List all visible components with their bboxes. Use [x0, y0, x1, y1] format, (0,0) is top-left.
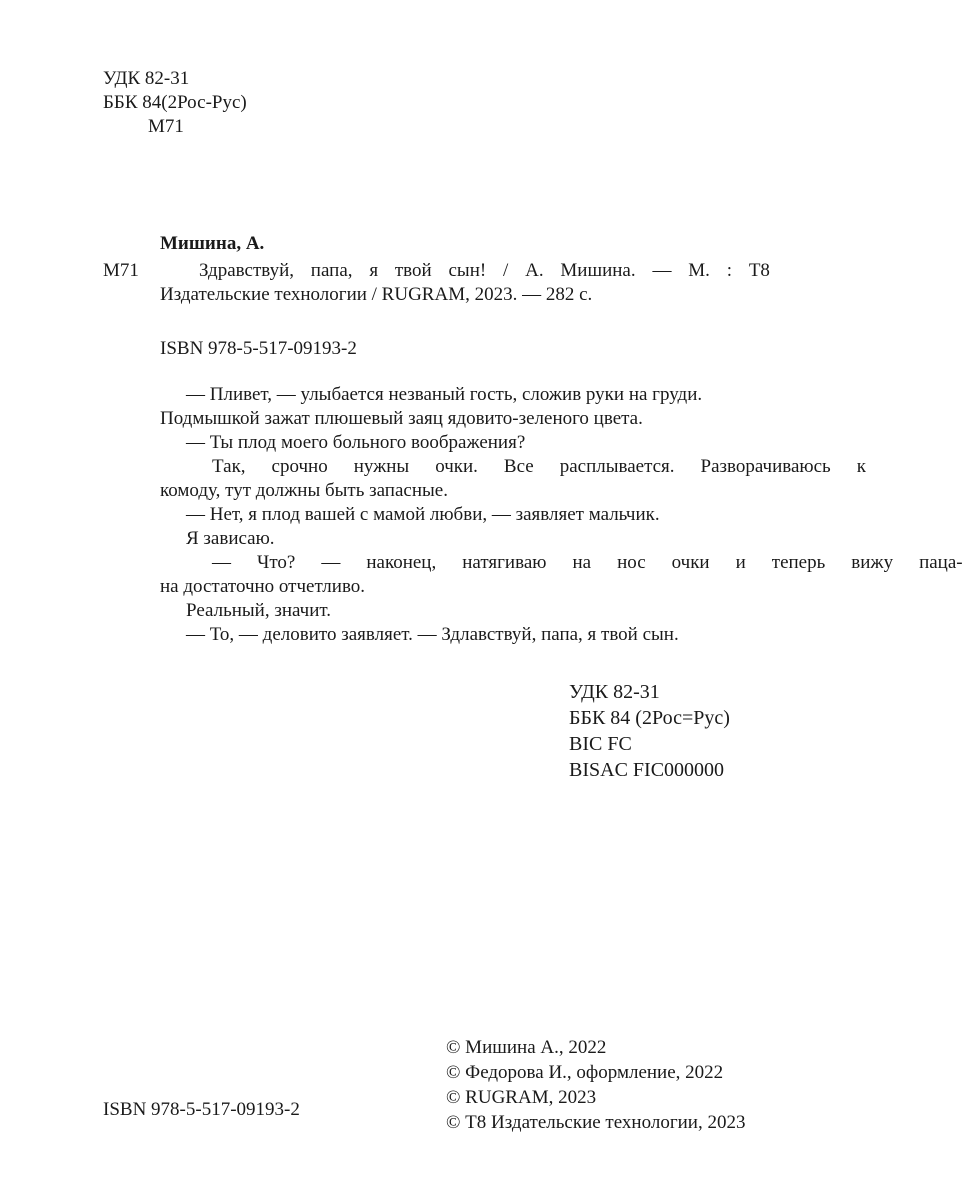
word: А. — [525, 260, 544, 281]
annotation-line — [160, 551, 963, 575]
word: на — [572, 552, 592, 573]
word: папа, — [310, 260, 353, 281]
word: к — [856, 456, 866, 477]
word: срочно — [271, 456, 328, 477]
word: Что? — [257, 552, 296, 573]
word: натягиваю — [462, 552, 547, 573]
word: паца- — [919, 552, 963, 573]
word: М. — [688, 260, 710, 281]
word: нос — [617, 552, 646, 573]
bbk-code: ББК 84(2Рос-Рус) — [103, 92, 247, 113]
word: Так, — [212, 456, 246, 477]
word: / — [503, 260, 509, 281]
word: Т8 — [748, 260, 770, 281]
word: теперь — [771, 552, 826, 573]
copyright-line: © RUGRAM, 2023 — [446, 1087, 597, 1108]
word: Мишина. — [560, 260, 636, 281]
word: — — [652, 260, 672, 281]
word: наконец, — [366, 552, 437, 573]
record-title-line-2: Издательские технологии / RUGRAM, 2023. — 282 с. — [160, 284, 593, 305]
annotation-line: Я зависаю. — [186, 528, 275, 549]
record-author-mark: М71 — [103, 260, 139, 281]
word: я — [369, 260, 379, 281]
copyright-line: © Т8 Издательские технологии, 2023 — [446, 1112, 746, 1133]
record-title-line-1 — [160, 259, 770, 283]
word: — — [321, 552, 341, 573]
record-title — [160, 259, 770, 307]
annotation-line: Подмышкой зажат плюшевый заяц ядовито-зеленого цвета. — [160, 408, 643, 429]
bic-code: BIC FC — [569, 733, 632, 755]
copyright-line: © Мишина А., 2022 — [446, 1037, 607, 1058]
copyright-line: © Федорова И., оформление, 2022 — [446, 1062, 724, 1083]
word: Здравствуй, — [199, 260, 294, 281]
copyright-block — [446, 1035, 745, 1135]
bottom-isbn: ISBN 978-5-517-09193-2 — [103, 1099, 300, 1120]
word: нужны — [353, 456, 410, 477]
bisac-code: BISAC FIC000000 — [569, 759, 725, 781]
annotation-text — [160, 383, 963, 647]
word: Разворачиваюсь — [700, 456, 831, 477]
annotation-line — [160, 455, 866, 479]
word: Все — [503, 456, 534, 477]
record-author: Мишина, А. — [160, 233, 265, 254]
record-isbn: ISBN 978-5-517-09193-2 — [160, 338, 357, 359]
word: и — [735, 552, 746, 573]
word: очки. — [435, 456, 478, 477]
annotation-line: комоду, тут должны быть запасные. — [160, 480, 448, 501]
annotation-line: Реальный, значит. — [186, 600, 332, 621]
annotation-line: — То, — деловито заявляет. — Здлавствуй, папа, я твой сын. — [186, 624, 679, 645]
top-classification-block — [103, 67, 247, 139]
annotation-line: — Пливет, — улыбается незваный гость, сложив руки на груди. — [186, 384, 703, 405]
word: твой — [394, 260, 432, 281]
annotation-line: — Ты плод моего больного воображения? — [186, 432, 526, 453]
right-classification-block — [569, 679, 730, 783]
annotation-line: на достаточно отчетливо. — [160, 576, 366, 597]
word: сын! — [448, 260, 487, 281]
udk-code: УДК 82-31 — [569, 681, 660, 703]
word: — — [212, 552, 231, 573]
word: расплывается. — [559, 456, 675, 477]
udk-code: УДК 82-31 — [103, 68, 190, 89]
word: очки — [671, 552, 710, 573]
annotation-line: — Нет, я плод вашей с мамой любви, — заявляет мальчик. — [186, 504, 660, 525]
author-mark: М71 — [148, 116, 184, 137]
word: : — [726, 260, 732, 281]
word: вижу — [851, 552, 894, 573]
bbk-code: ББК 84 (2Рос=Рус) — [569, 707, 730, 729]
